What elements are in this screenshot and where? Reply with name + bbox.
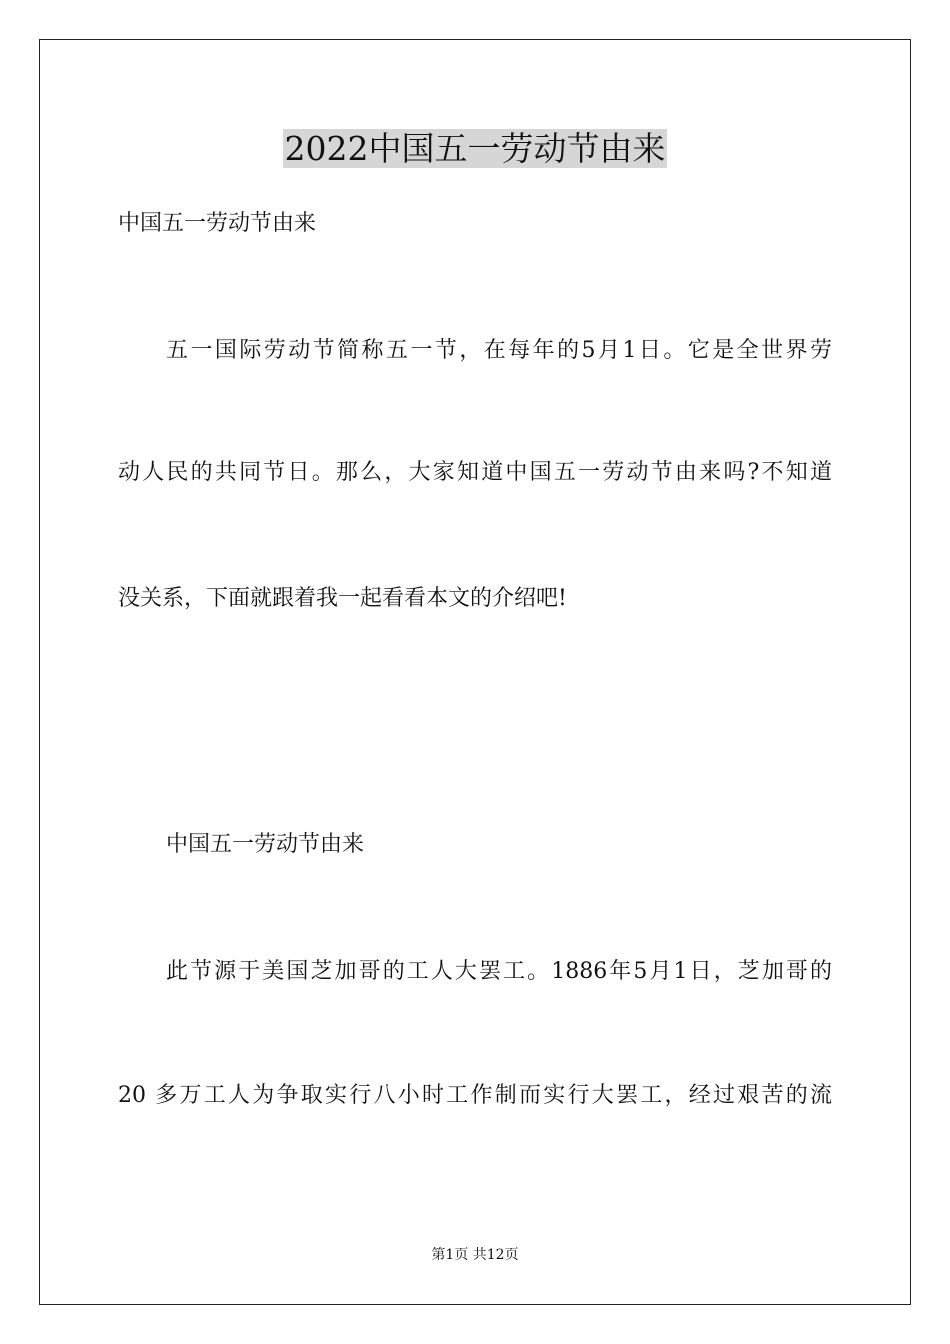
body-paragraph-line: 20 多万工人为争取实行八小时工作制而实行大罢工，经过艰苦的流 <box>118 1083 832 1108</box>
document-subtitle: 中国五一劳动节由来 <box>118 211 317 236</box>
intro-paragraph-line: 五一国际劳动节简称五一节，在每年的5月1日。它是全世界劳 <box>166 338 832 363</box>
body-paragraph-line: 此节源于美国芝加哥的工人大罢工。1886年5月1日，芝加哥的 <box>166 959 832 984</box>
document-title: 2022中国五一劳动节由来 <box>284 129 666 168</box>
intro-paragraph-line: 没关系，下面就跟着我一起看看本文的介绍吧! <box>118 586 567 611</box>
page-number: 第1页 共12页 <box>431 1247 519 1263</box>
intro-paragraph-line: 动人民的共同节日。那么，大家知道中国五一劳动节由来吗?不知道 <box>118 460 832 485</box>
section-heading: 中国五一劳动节由来 <box>166 832 365 857</box>
